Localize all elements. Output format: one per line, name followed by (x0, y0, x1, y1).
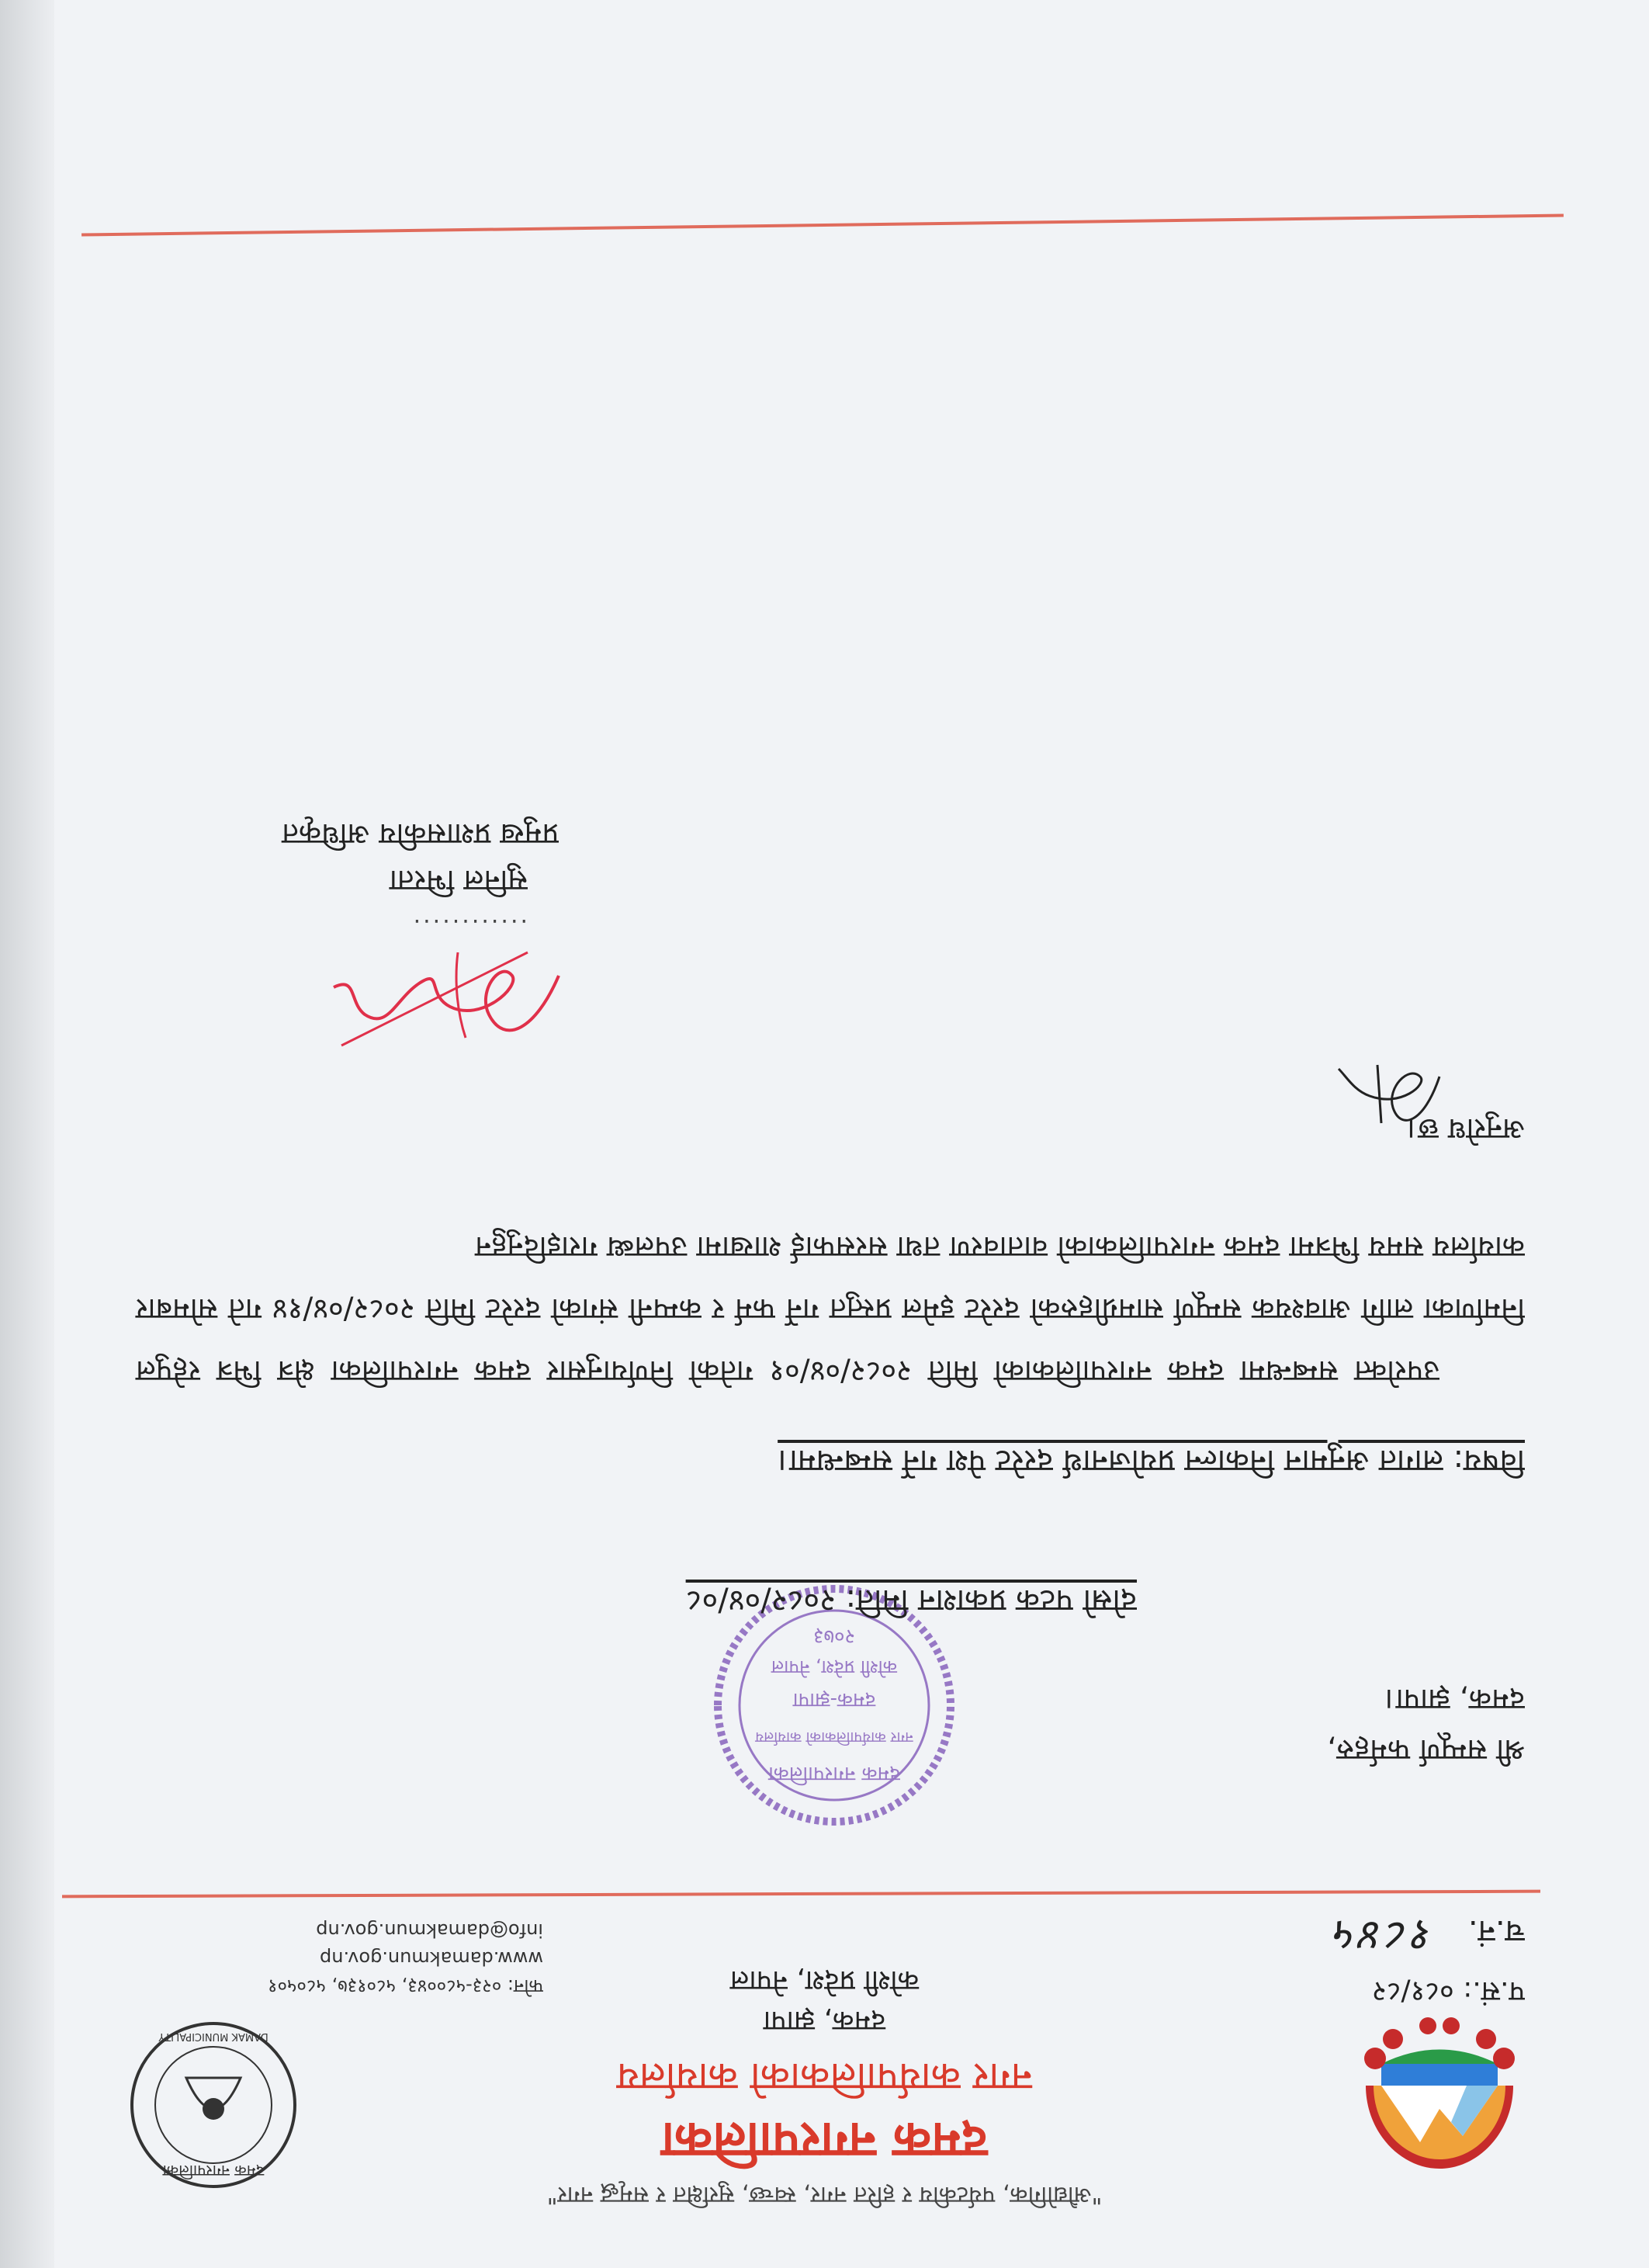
dispatch-number-label: च.नं. (1467, 1913, 1525, 1949)
contact-website: www.damakmun.gov.np (320, 1947, 543, 1969)
reference-number: प.सं.: ०८१/८२ (1372, 1975, 1525, 2007)
handwritten-signature (318, 937, 574, 1061)
letterhead-motto: "औद्योगिक, पर्यटकीय र हरित नगर, स्वच्छ, सुरक्षित र समृद्ध नगर" (546, 2181, 1103, 2208)
seal-subtext: DAMAK MUNICIPALITY (158, 2030, 268, 2042)
office-subtitle: नगर कार्यपालिकाको कार्यालय (616, 2055, 1033, 2100)
seal-text: दमक नगरपालिका (162, 2162, 265, 2180)
recipient-line-2: दमक, झापा। (1384, 1683, 1525, 1717)
stamp-line-5: २०७३ (812, 1625, 856, 1648)
letter-body: उपरोक्त सम्बन्धमा दमक नगरपालिकाको मिति २०८२/०४/०१ गतेको निर्णयानुसार दमक नगरपालिका क्षेत्र भित्र रहेपुल निर्माणका लागि आवश्यक सम्पूर्ण सामग्रीहरुको दररेट इमेल प्रस्तुत गर्ने फर्म र कम्पनी संगको दररेट मिति २०८२/०४/१४ गते सोमबार कार्यालय समय भित्रमा दमक नगरपालिकाको वातावरण तथा सरसफाई शाखामा उपलब्ध गराइदिनुहुन (136, 1230, 1525, 1389)
signer-title: प्रमुख प्रशासकीय अधिकृत (282, 817, 559, 851)
address-line-1: दमक, झापा (763, 2005, 886, 2037)
address-line-2: कोशी प्रदेश, नेपाल (729, 1965, 920, 1996)
contact-phone: फोन: ०२३-५८००४३, ५८०१३७, ५८०५०१ (267, 1975, 543, 1997)
letter-closing: अनुरोध छ। (1407, 1112, 1525, 1146)
dispatch-number-value: १८४५ (1332, 1910, 1436, 1961)
notice-date: दोस्रो पटक प्रकाशन मिति: २०८२/०४/०८ (685, 1583, 1137, 1618)
contact-block (140, 1916, 543, 2000)
dispatch-number (1332, 1908, 1525, 1967)
municipality-seal-icon (124, 2016, 303, 2194)
stamp-line-2: नगर कार्यपालिकाको कार्यालय (755, 1729, 913, 1746)
signature-dots: ............ (411, 914, 528, 941)
letter-subject: विषय: लागत अनुमान निकाल्न प्रयोजनार्थ दररेट पेश गर्ने सम्बन्धमा। (778, 1443, 1525, 1479)
letterhead-divider (62, 1890, 1540, 1899)
footer-divider (81, 213, 1564, 236)
scan-edge (0, 0, 54, 2268)
contact-email: info@damakmun.gov.np (316, 1919, 543, 1941)
signer-name: सुनिल भिरता (389, 864, 528, 898)
office-name: दमक नगरपालिका (661, 2111, 988, 2169)
stamp-line-3: दमक-झापा (792, 1688, 876, 1711)
stamp-line-4: कोशी प्रदेश, नेपाल (771, 1656, 898, 1678)
handwritten-initial (1331, 1053, 1455, 1139)
recipient-line-1: श्री सम्पूर्ण फर्महरु, (1327, 1733, 1525, 1767)
stamp-line-1: दमक नगरपालिका (768, 1762, 900, 1785)
